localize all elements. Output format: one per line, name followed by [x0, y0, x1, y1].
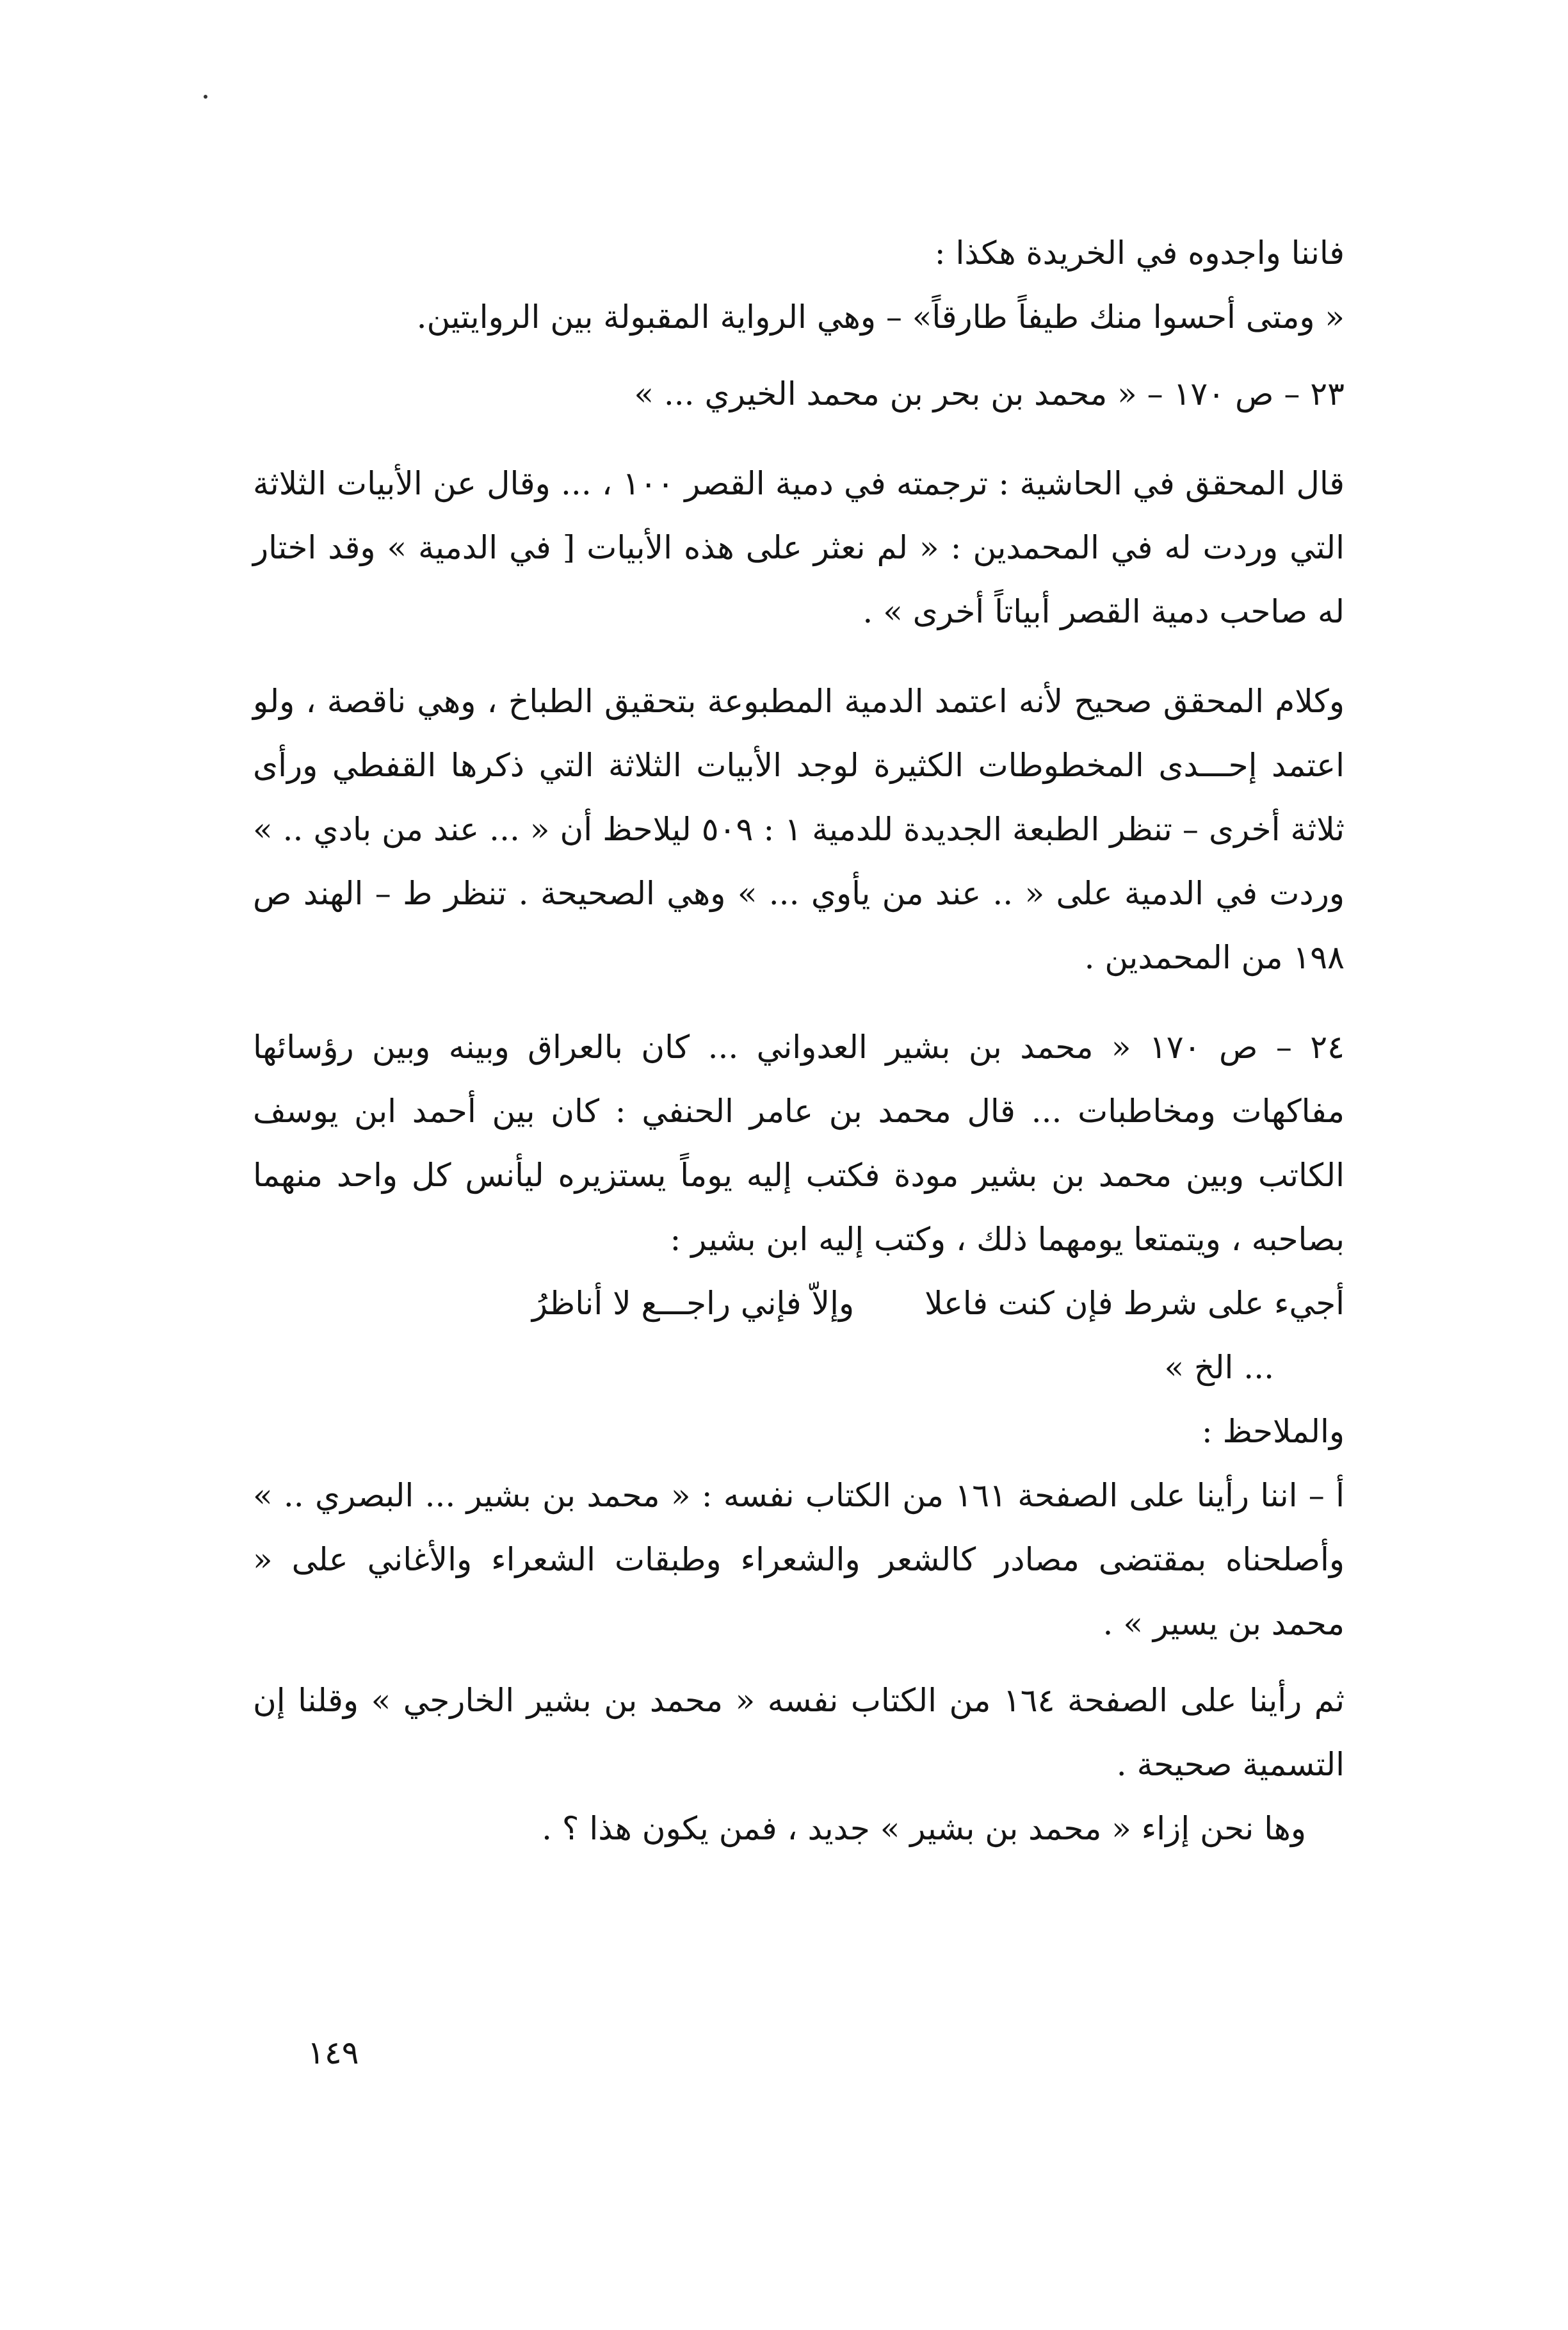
paragraph-1: فاننا واجدوه في الخريدة هكذا :: [934, 234, 1345, 272]
poem-verse: [253, 1271, 1345, 1335]
paragraph-2: « ومتى أحسوا منك طيفاً طارقاً» – وهي الرواية المقبولة بين الروايتين.: [416, 298, 1345, 336]
verse-first-hemistich: أجيء على شرط فإن كنت فاعلا: [925, 1285, 1345, 1322]
page-number: ١٤٩: [307, 2034, 359, 2071]
body-text: [253, 221, 1345, 1861]
notes-heading: والملاحظ :: [1201, 1413, 1345, 1450]
closing-question: وها نحن إزاء « محمد بن بشير » جديد ، فمن يكون هذا ؟ .: [542, 1810, 1306, 1847]
entry-24-paragraph: ٢٤ – ص ١٧٠ « محمد بن بشير العدواني ... كان بالعراق وبينه وبين رؤسائها مفاكهات ومخاطبات ... قال محمد بن عامر الحنفي : كان بين أحمد ابن يوسف الكاتب وبين محمد بن بشير مودة فكتب إليه يوماً يستزيره ليأنس كل واحد منهما بصاحبه ، ويتمتعا يومهما ذلك ، وكتب إليه ابن بشير :: [253, 1029, 1345, 1258]
paragraph-5: وكلام المحقق صحيح لأنه اعتمد الدمية المطبوعة بتحقيق الطباخ ، وهي ناقصة ، ولو اعتمد إحـــدى المخطوطات الكثيرة لوجد الأبيات الثلاثة التي ذكرها القفطي ورأى ثلاثة أخرى – تنظر الطبعة الجديدة للدمية ١ : ٥٠٩ ليلاحظ أن « ... عند من بادي .. » وردت في الدمية على « .. عند من يأوي ... » وهي الصحيحة . تنظر ط – الهند ص ١٩٨ من المحمدين .: [253, 683, 1345, 976]
scan-speck: [204, 95, 207, 99]
entry-23-heading: ٢٣ – ص ١٧٠ – « محمد بن بحر بن محمد الخيري ... »: [634, 375, 1345, 412]
note-a: أ – اننا رأينا على الصفحة ١٦١ من الكتاب نفسه : « محمد بن بشير ... البصري .. » وأصلحناه بمقتضى مصادر كالشعر والشعراء وطبقات الشعراء والأغاني على « محمد بن يسير » .: [253, 1477, 1345, 1642]
verse-continuation: ... الخ »: [1164, 1349, 1274, 1386]
note-continuation: ثم رأينا على الصفحة ١٦٤ من الكتاب نفسه « محمد بن بشير الخارجي » وقلنا إن التسمية صحيحة .: [253, 1682, 1345, 1783]
verse-second-hemistich: وإلاّ فإني راجـــع لا أناظرُ: [531, 1285, 855, 1322]
paragraph-4: قال المحقق في الحاشية : ترجمته في دمية القصر ١٠٠ ، ... وقال عن الأبيات الثلاثة التي وردت له في المحمدين : « لم نعثر على هذه الأبيات [ في الدمية » وقد اختار له صاحب دمية القصر أبياتاً أخرى » .: [253, 465, 1345, 630]
